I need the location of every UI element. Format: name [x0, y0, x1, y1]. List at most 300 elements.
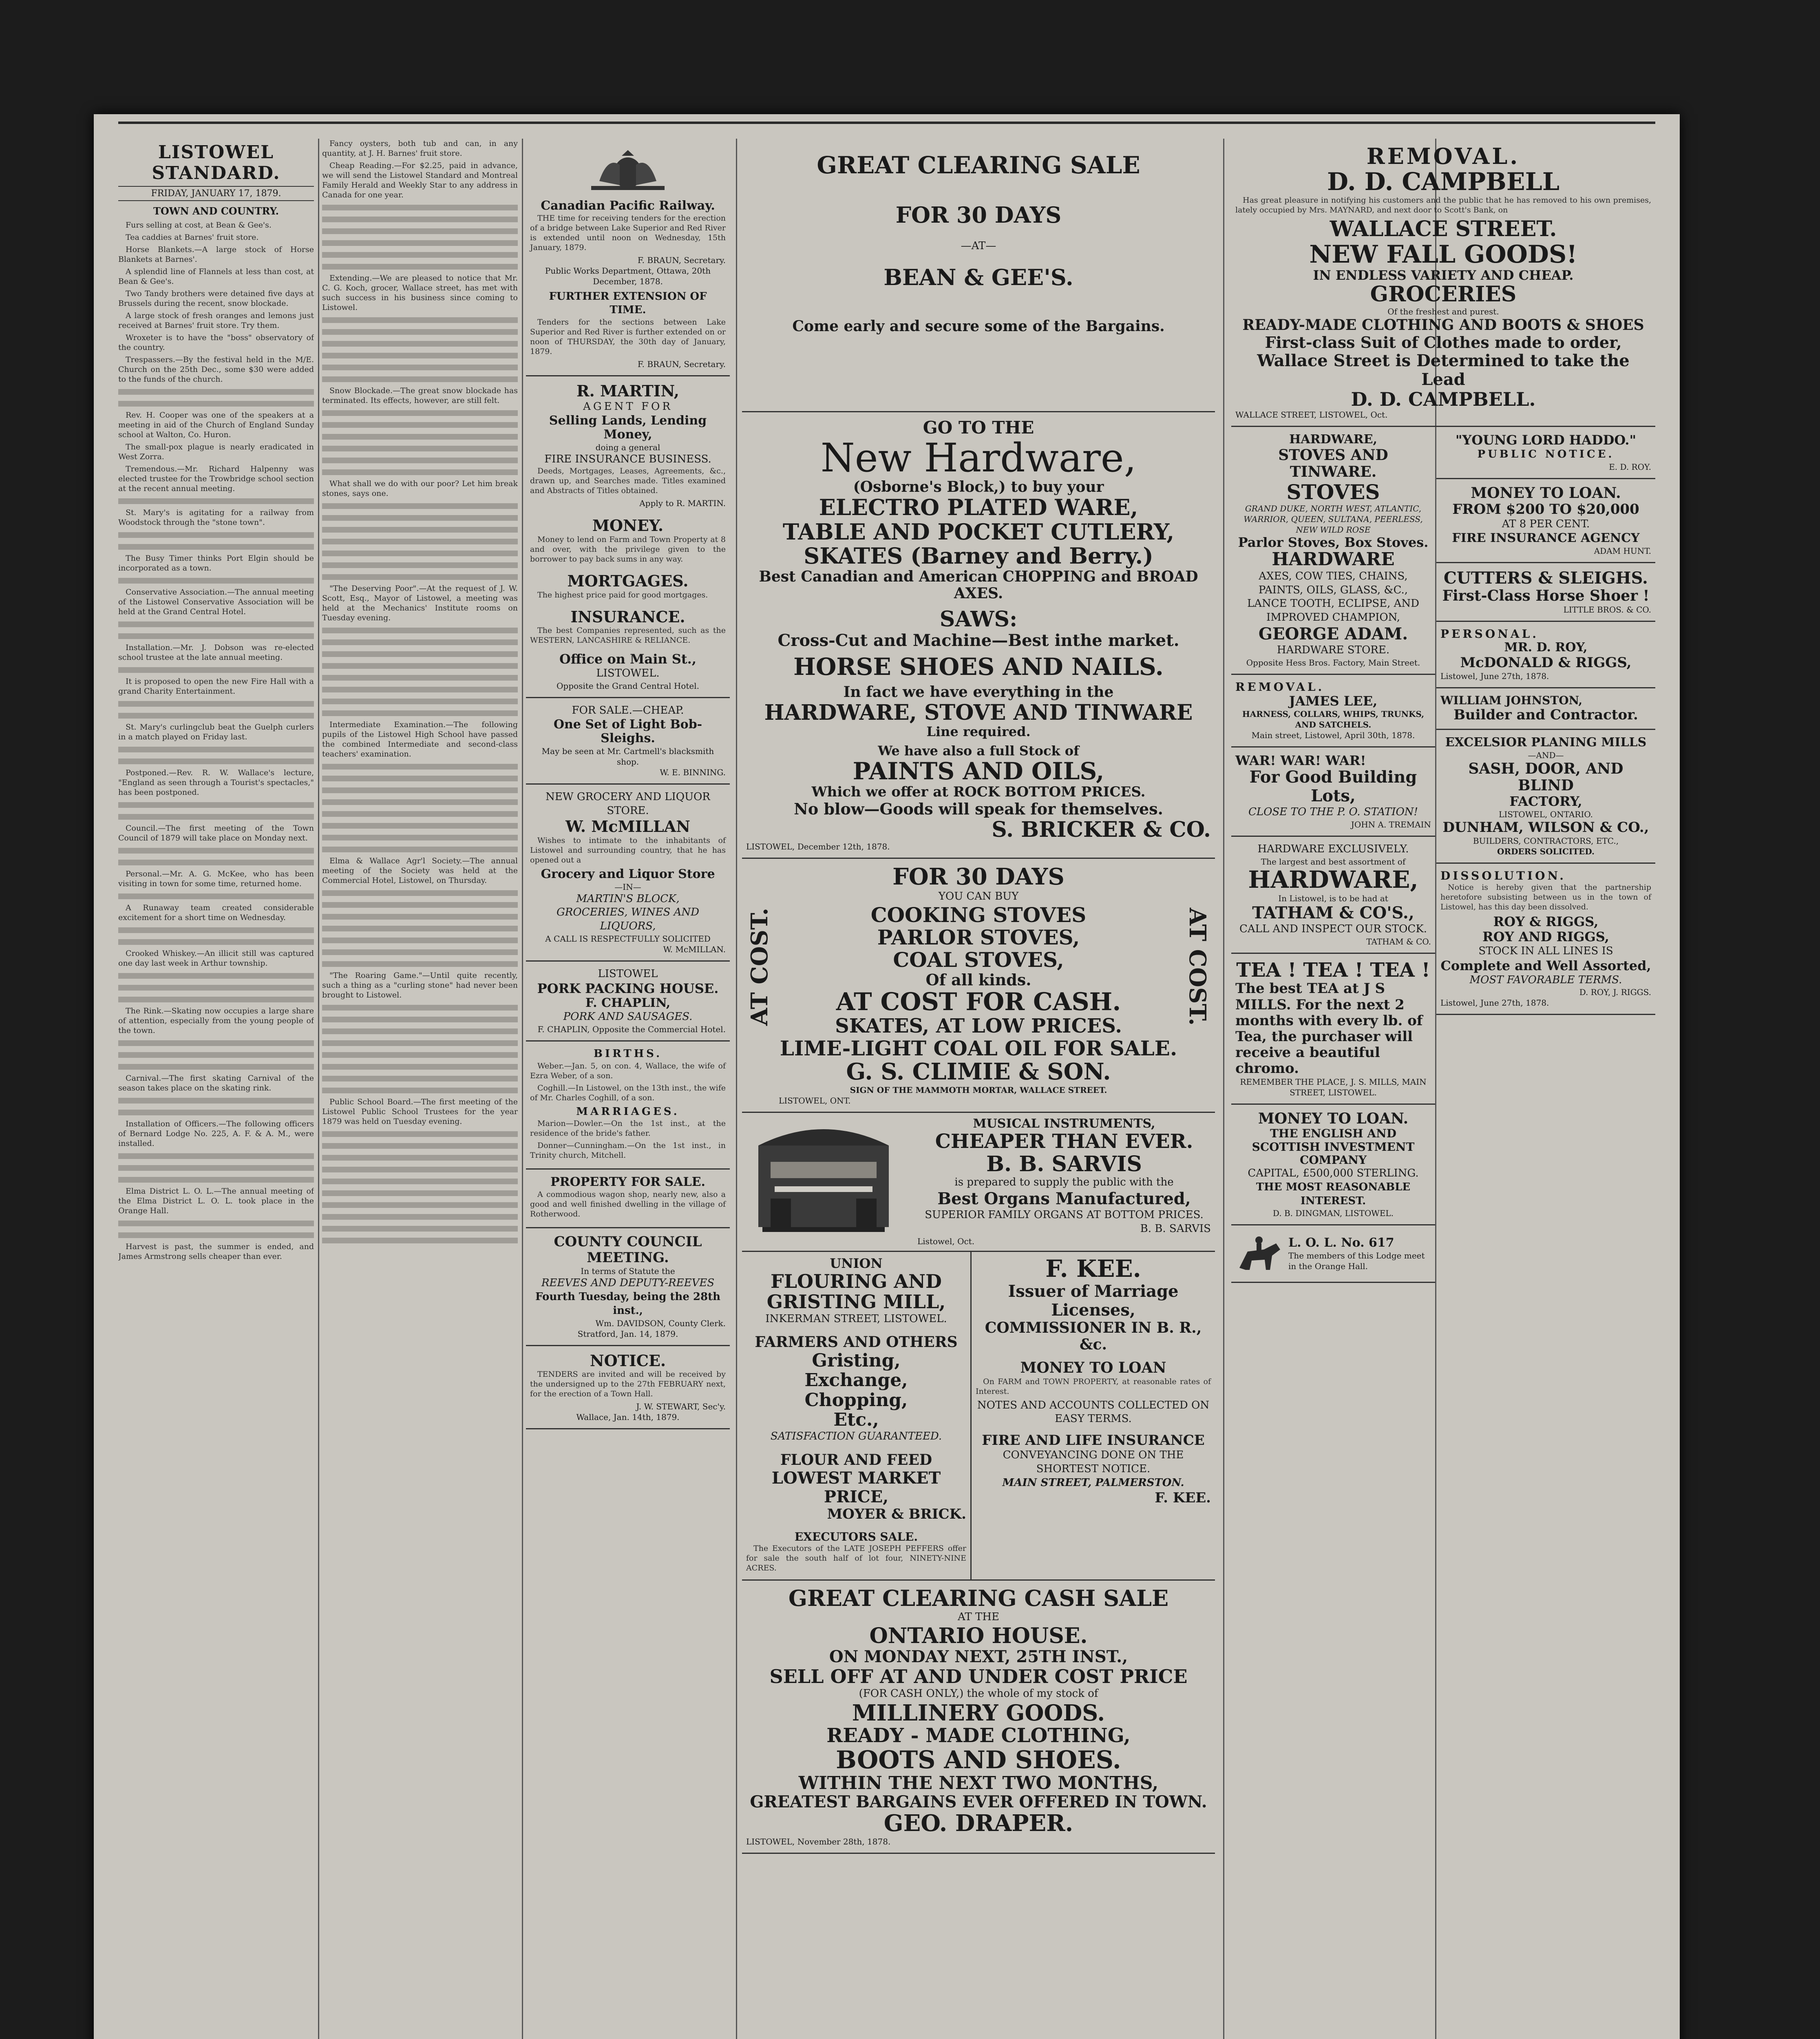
text-line [118, 925, 314, 935]
martin-role: AGENT FOR [583, 400, 673, 413]
tatham-hardware-ad [1231, 837, 1435, 953]
text-line [322, 1014, 518, 1024]
text-line [322, 362, 518, 372]
column-local-news-continued [322, 139, 518, 2039]
cpr-office: Public Works Department, Ottawa, 20th December, 1878. [545, 265, 711, 286]
war-sub: CLOSE TO THE P. O. STATION! [1248, 806, 1418, 818]
news-item: Installation of Officers.—The following officers of Bernard Lodge No. 225, A. F. & A. M., were installed. [118, 1119, 314, 1148]
martin-ad [526, 376, 730, 698]
music-title: MUSICAL INSTRUMENTS, [973, 1116, 1155, 1131]
bricker-date: LISTOWEL, December 12th, 1878. [746, 842, 890, 852]
text-line [322, 637, 518, 647]
text-line [118, 1218, 314, 1228]
issue-date: FRIDAY, JANUARY 17, 1879. [118, 186, 314, 201]
notice-body: TENDERS are invited and will be received by the undersigned up to the 27th FEBRUARY next, for the erection of a Town Hall. [530, 1370, 726, 1399]
text-line [322, 431, 518, 441]
text-line [322, 1141, 518, 1150]
personal-mcd: McDONALD & RIGGS, [1460, 654, 1632, 671]
hardware-line5: HARDWARE, STOVE AND TINWARE [764, 700, 1193, 725]
text-line [322, 696, 518, 706]
music-superior: SUPERIOR FAMILY ORGANS AT BOTTOM PRICES. [925, 1209, 1204, 1221]
text-line [118, 756, 314, 766]
hunt-rate: AT 8 PER CENT. [1502, 518, 1590, 531]
news-item: A Runaway team created considerable excitement for a short time on Wednesday. [118, 903, 314, 922]
lee-place: Main street, Listowel, April 30th, 1878. [1251, 730, 1415, 740]
text-line [322, 1050, 518, 1059]
text-line [322, 785, 518, 795]
text-line [118, 994, 314, 1004]
council-ad [526, 1228, 730, 1346]
excelsior-mills-ad [1436, 730, 1655, 864]
union-chop: Chopping, [804, 1389, 908, 1411]
money-heading: MONEY. [592, 516, 664, 535]
text-line [322, 524, 518, 534]
organ-engraving [742, 1113, 913, 1251]
bricker-hardware-ad [742, 412, 1215, 859]
pork-goods: PORK AND SAUSAGES. [563, 1011, 693, 1023]
excelsior-sash: SASH, DOOR, AND BLIND [1468, 760, 1623, 794]
lol-notice [1231, 1225, 1435, 1283]
music-cheap: CHEAPER THAN EVER. [935, 1130, 1193, 1153]
tatham-call: CALL AND INSPECT OUR STOCK. [1239, 922, 1427, 935]
cashsale-sell: SELL OFF AT AND UNDER COST PRICE [769, 1665, 1188, 1688]
union-grist: Gristing, [812, 1350, 901, 1371]
sale-at: —AT— [961, 240, 996, 252]
insurance-heading: INSURANCE. [570, 607, 685, 626]
union-title: FLOURING AND GRISTING MILL, [766, 1270, 946, 1313]
text-line [322, 1026, 518, 1036]
column-divider [1223, 139, 1224, 2039]
news-item: Wroxeter is to have the "boss" observatory of the country. [118, 333, 314, 352]
text-line [322, 338, 518, 348]
adam-parlor: Parlor Stoves, Box Stoves. [1238, 534, 1429, 550]
sleighs-sign: W. E. BINNING. [660, 767, 726, 777]
cpr-title: Canadian Pacific Railway. [541, 199, 715, 213]
text-line [322, 1164, 518, 1174]
cashsale-boots: BOOTS AND SHOES. [836, 1745, 1121, 1774]
text-line [118, 665, 314, 675]
johnston-name: WILLIAM JOHNSTON, [1440, 693, 1583, 707]
council-reeves: REEVES AND DEPUTY-REEVES [541, 1277, 715, 1289]
executors-title: EXECUTORS SALE. [794, 1530, 918, 1544]
news-item: Intermediate Examination.—The following pupils of the Listowel High School have passed the combined Intermediate and second-class teachers' examination. [322, 720, 518, 759]
text-line [322, 672, 518, 682]
text-line [322, 250, 518, 259]
music-ad [913, 1113, 1215, 1251]
music-best: Best Organs Manufactured, [937, 1189, 1191, 1209]
text-line [118, 1095, 314, 1105]
organ-icon [746, 1117, 901, 1235]
column-merchants [1231, 139, 1655, 2039]
marriage-item: Marion—Dowler.—On the 1st inst., at the residence of the bride's father. [530, 1119, 726, 1138]
dissolution-date: Listowel, June 27th, 1878. [1440, 998, 1549, 1008]
stoves-c: COAL STOVES, [893, 947, 1064, 972]
removal-groceries: GROCERIES [1370, 282, 1517, 307]
text-line [322, 1038, 518, 1048]
kee-main: MAIN STREET, PALMERSTON. [1002, 1476, 1184, 1489]
climie-sig: SIGN OF THE MAMMOTH MORTAR, WALLACE STREET. [850, 1085, 1107, 1095]
excelsior-place: LISTOWEL, ONTARIO. [1499, 809, 1593, 820]
climie-stoves-ad [742, 859, 1215, 1112]
sleighs-title: FOR SALE.—CHEAP. [572, 704, 684, 717]
saws-heading: SAWS: [939, 607, 1018, 632]
text-line [322, 773, 518, 783]
text-line [118, 1038, 314, 1048]
text-line [322, 844, 518, 854]
text-line [118, 744, 314, 754]
music-kee-row [742, 1113, 1215, 1252]
news-item: Horse Blankets.—A large stock of Horse Blankets at Barnes'. [118, 245, 314, 264]
newspaper-page [94, 114, 1680, 2039]
text-line [118, 857, 314, 867]
news-item: Carnival.—The first skating Carnival of the season takes place on the skating rink. [118, 1074, 314, 1092]
cashsale-millinery: MILLINERY GOODS. [852, 1699, 1105, 1726]
mcmillan-body: Wishes to intimate to the inhabitants of Listowel and surrounding country, that he has opened out a [530, 836, 726, 865]
hardware-price: Which we offer at ROCK BOTTOM PRICES. [811, 784, 1146, 801]
dissolution-firm: ROY & RIGGS, [1493, 914, 1599, 930]
mcmillan-block: MARTIN'S BLOCK, [576, 892, 680, 905]
text-line [322, 374, 518, 384]
text-line [322, 350, 518, 360]
at-cost-side-right: AT COST. [1184, 908, 1211, 1026]
news-item: Postponed.—Rev. R. W. Wallace's lecture, "England as seen through a Tourist's spectacles," has been postponed. [118, 768, 314, 797]
text-line [118, 530, 314, 540]
lee-name: JAMES LEE, [1289, 693, 1378, 709]
top-rule [118, 122, 1655, 124]
stoves-a: COOKING STOVES [870, 902, 1087, 927]
paints-line: PAINTS AND OILS, [853, 757, 1104, 785]
text-line [322, 809, 518, 818]
excelsior-title: EXCELSIOR PLANING MILLS [1445, 735, 1647, 750]
stoves-duration: FOR 30 DAYS [892, 863, 1065, 891]
removal-fresh: Of the freshest and purest. [1387, 306, 1499, 316]
property-title: PROPERTY FOR SALE. [550, 1175, 705, 1190]
hardware-nobluff: No blow—Goods will speak for themselves. [794, 800, 1163, 818]
hunt-sign: ADAM HUNT. [1594, 546, 1651, 556]
kee-fire: FIRE AND LIFE INSURANCE [982, 1432, 1205, 1449]
text-line [322, 684, 518, 694]
text-line [118, 812, 314, 821]
moyer-brick-sign: MOYER & BRICK. [827, 1506, 966, 1522]
young-lord-haddo-ad [1436, 427, 1655, 479]
text-line [118, 845, 314, 855]
sale-duration: FOR 30 DAYS [895, 201, 1062, 228]
adam-sign: GEORGE ADAM. [1258, 624, 1408, 644]
kee-name: F. KEE. [1045, 1254, 1141, 1283]
column-advertisements [742, 139, 1215, 2039]
excelsior-firm: DUNHAM, WILSON & CO., [1442, 819, 1649, 836]
personal-title: PERSONAL. [1440, 627, 1539, 641]
cashsale-at: AT THE [958, 1611, 999, 1623]
property-ad [526, 1170, 730, 1228]
kee-ad [972, 1252, 1215, 1579]
news-item: Tremendous.—Mr. Richard Halpenny was elected trustee for the Trowbridge school section at the recent annual meeting. [118, 464, 314, 493]
tea-title: TEA ! TEA ! TEA ! [1236, 958, 1430, 982]
dissolution-firm2: ROY AND RIGGS, [1482, 929, 1609, 945]
haddo-title: "YOUNG LORD HADDO." [1455, 432, 1637, 448]
campbell-name: D. D. CAMPBELL [1327, 168, 1559, 197]
adam-axes: AXES, COW TIES, CHAINS, PAINTS, OILS, GLASS, &C., [1258, 570, 1408, 596]
kee-body: On FARM and TOWN PROPERTY, at reasonable rates of Interest. [976, 1377, 1211, 1396]
council-sign: Wm. DAVIDSON, County Clerk. [595, 1318, 726, 1328]
martin-sub: doing a general [595, 442, 660, 452]
column-notices [526, 139, 730, 2039]
text-line [322, 408, 518, 418]
tatham-big: HARDWARE, [1248, 866, 1418, 894]
news-item: "The Roaring Game."—Until quite recently, such a thing as a "curling stone" had never been brought to Listowel. [322, 971, 518, 1000]
text-line [322, 261, 518, 271]
text-line [118, 619, 314, 629]
text-line [322, 202, 518, 212]
text-line [322, 455, 518, 465]
text-line [118, 1062, 314, 1071]
martin-name: R. MARTIN, [576, 382, 680, 400]
notice-title: NOTICE. [590, 1351, 666, 1370]
news-item: Snow Blockade.—The great snow blockade has terminated. Its effects, however, are still felt. [322, 386, 518, 405]
sale-store: BEAN & GEE'S. [883, 264, 1073, 290]
goto-line: GO TO THE [923, 418, 1034, 438]
news-item: St. Mary's curlingclub beat the Guelph curlers in a match played on Friday last. [118, 723, 314, 741]
cashsale-bargains: GREATEST BARGAINS EVER OFFERED IN TOWN. [750, 1792, 1207, 1812]
news-item: It is proposed to open the new Fire Hall with a grand Charity Entertainment. [118, 677, 314, 696]
merchants-split [1231, 427, 1655, 1283]
text-line [322, 1200, 518, 1210]
column-divider [736, 139, 737, 2039]
text-line [322, 935, 518, 945]
executors-body: The Executors of the LATE JOSEPH PEFFERS offer for sale the south half of lot four, NINETY-NINE ACRES. [746, 1544, 966, 1572]
cashsale-title: GREAT CLEARING CASH SALE [788, 1585, 1169, 1611]
birth-item: Coghill.—In Listowel, on the 13th inst., the wife of Mr. Charles Coghill, of a son. [530, 1083, 726, 1102]
hardware-line2: TABLE AND POCKET CUTLERY, [782, 518, 1175, 545]
text-line [118, 699, 314, 708]
draper-sale-ad [742, 1581, 1215, 1854]
adam-h1: HARDWARE, [1289, 432, 1377, 447]
kee-notes: NOTES AND ACCOUNTS COLLECTED ON EASY TERMS. [977, 1399, 1210, 1425]
removal-ready: READY-MADE CLOTHING AND BOOTS & SHOES [1242, 316, 1644, 334]
hardware-line3: SKATES (Barney and Berry.) [804, 543, 1153, 569]
cpr-extension-sign: F. BRAUN, Secretary. [637, 359, 726, 369]
removal-newfall: NEW FALL GOODS! [1309, 240, 1577, 269]
dissolution-title: DISSOLUTION. [1440, 869, 1566, 883]
haddo-sign: E. D. ROY. [1609, 462, 1651, 472]
text-line [322, 315, 518, 325]
news-item: Public School Board.—The first meeting of the Listowel Public School Trustees for the year 1879 was held on Tuesday evening. [322, 1097, 518, 1126]
news-item: A splendid line of Flannels at less than cost, at Bean & Gee's. [118, 267, 314, 286]
little-bros-ad [1436, 563, 1655, 622]
news-item: Elma & Wallace Agr'l Society.—The annual meeting of the Society was held at the Commercial Hotel, Listowel, on Thursday. [322, 856, 518, 885]
council-title: COUNTY COUNCIL MEETING. [554, 1233, 702, 1266]
text-line [118, 631, 314, 641]
hunt-loan-ad [1436, 479, 1655, 563]
text-line [118, 710, 314, 720]
text-line [322, 959, 518, 969]
text-line [322, 572, 518, 582]
birth-item: Weber.—Jan. 5, on con. 4, Wallace, the wife of Ezra Weber, of a son. [530, 1061, 726, 1080]
text-line [322, 501, 518, 511]
news-item: Tea caddies at Barnes' fruit store. [126, 233, 259, 242]
text-line [322, 467, 518, 477]
new-hardware-title: New Hardware, [820, 435, 1137, 481]
sleighs-big: One Set of Light Bob-Sleighs. [553, 717, 702, 746]
mortgages-heading: MORTGAGES. [567, 572, 689, 590]
dissolution-sign: D. ROY, J. RIGGS. [1579, 987, 1651, 997]
news-item: Personal.—Mr. A. G. McKee, who has been visiting in town for some time, returned home. [118, 869, 314, 888]
draper-place: LISTOWEL, November 28th, 1878. [746, 1836, 891, 1847]
kee-comm: COMMISSIONER IN B. R., &c. [985, 1319, 1202, 1353]
news-item: "The Deserving Poor".—At the request of J. W. Scott, Esq., Mayor of Listowel, a meeting was held at the Mechanics' Institute rooms on Tuesday evening. [322, 584, 518, 622]
union-ex: Exchange, [804, 1370, 908, 1391]
kee-conv: CONVEYANCING DONE ON THE SHORTEST NOTICE. [1003, 1449, 1184, 1475]
sale-tag: Come early and secure some of the Bargains. [792, 318, 1165, 335]
music-body: is prepared to supply the public with the [954, 1176, 1174, 1189]
dingman-cap: CAPITAL, £500,000 STERLING. [1248, 1167, 1419, 1179]
text-line [322, 1212, 518, 1221]
text-line [322, 214, 518, 224]
adam-place: Opposite Hess Bros. Factory, Main Street. [1246, 657, 1420, 668]
mcmillan-call: A CALL IS RESPECTFULLY SOLICITED [545, 934, 711, 944]
pork-ad [526, 962, 730, 1042]
dingman-sign: D. B. DINGMAN, LISTOWEL. [1272, 1208, 1394, 1219]
text-line [322, 1188, 518, 1198]
adam-hardware-ad [1231, 427, 1435, 675]
removal-endless: IN ENDLESS VARIETY AND CHEAP. [1313, 267, 1574, 283]
cutters-sign: LITTLE BROS. & CO. [1563, 605, 1651, 615]
cashsale-date: ON MONDAY NEXT, 25TH INST., [829, 1647, 1128, 1667]
removal-first: First-class Suit of Clothes made to order, [1265, 333, 1622, 352]
hardware-sub: (Osborne's Block,) to buy your [853, 478, 1104, 496]
section-heading: TOWN AND COUNTRY. [153, 205, 279, 217]
text-line [118, 496, 314, 506]
pork-title: PORK PACKING HOUSE. [537, 980, 719, 996]
text-line [322, 923, 518, 933]
news-item: Fancy oysters, both tub and can, in any quantity, at J. H. Barnes' fruit store. [322, 139, 518, 158]
mills-tea-ad [1231, 954, 1435, 1105]
dingman-loan-ad [1231, 1105, 1435, 1225]
text-line [118, 387, 314, 396]
music-place: Listowel, Oct. [917, 1236, 975, 1246]
mcmillan-ad [526, 785, 730, 962]
news-item: The Rink.—Skating now occupies a large share of attention, especially from the young people of the town. [118, 1006, 314, 1035]
text-line [118, 971, 314, 980]
royal-crest-icon [583, 148, 673, 193]
hardware-line4: Best Canadian and American CHOPPING and BROAD AXES. [759, 568, 1198, 602]
dissolution-terms: MOST FAVORABLE TERMS. [1469, 973, 1622, 986]
news-item: The small-pox plague is nearly eradicated in West Zorra. [118, 442, 314, 461]
text-line [322, 238, 518, 248]
text-line [118, 1151, 314, 1161]
horse-shoes-line: HORSE SHOES AND NAILS. [793, 652, 1164, 681]
war-title: WAR! WAR! WAR! [1235, 752, 1366, 768]
mcmillan-goods: GROCERIES, WINES AND LIQUORS, [557, 906, 699, 933]
union-head: UNION [830, 1255, 883, 1271]
cpr-notice [526, 139, 730, 376]
personal-notice [1436, 622, 1655, 688]
text-line [322, 708, 518, 718]
tatham-sub: The largest and best assortment of [1261, 857, 1406, 867]
union-lowest: LOWEST MARKET PRICE, [771, 1468, 941, 1506]
text-line [118, 398, 314, 408]
hunt-range: FROM $200 TO $20,000 [1452, 501, 1639, 518]
text-line [322, 911, 518, 921]
campbell-sign: D. D. CAMPBELL. [1351, 388, 1536, 410]
text-line [322, 420, 518, 429]
martin-office-town: LISTOWEL. [596, 667, 660, 680]
news-item: Harvest is past, the summer is ended, and James Armstrong sells cheaper than ever. [118, 1242, 314, 1261]
kee-money: MONEY TO LOAN [1020, 1359, 1166, 1377]
johnston-role: Builder and Contractor. [1453, 706, 1638, 723]
text-line [118, 542, 314, 551]
tatham-name: TATHAM & CO'S., [1252, 903, 1414, 922]
text-line [118, 1107, 314, 1117]
lee-removal-ad [1231, 675, 1435, 747]
kee-issuer: Issuer of Marriage Licenses, [1008, 1281, 1179, 1320]
excelsior-builders: BUILDERS, CONTRACTORS, ETC., [1473, 836, 1619, 846]
climie-place: LISTOWEL, ONT. [779, 1095, 851, 1106]
tatham-sign: TATHAM & CO. [1366, 936, 1431, 947]
news-item: Rev. H. Cooper was one of the speakers at a meeting in aid of the Church of England Sunday school at Walton, Co. Huron. [118, 411, 314, 439]
text-line [322, 820, 518, 830]
text-line [118, 1230, 314, 1240]
stoves-you: YOU CAN BUY [938, 890, 1019, 902]
tatham-in: In Listowel, is to be had at [1278, 893, 1388, 903]
adam-stove-names: GRAND DUKE, NORTH WEST, ATLANTIC, WARRIOR, QUEEN, SULTANA, PEERLESS, NEW WILD ROSE [1244, 503, 1423, 535]
lol-title: L. O. L. No. 617 [1288, 1236, 1394, 1250]
notice-sign: J. W. STEWART, Sec'y. [636, 1402, 726, 1412]
martin-tag: Selling Lands, Lending Money, [549, 413, 707, 442]
text-line [118, 1174, 314, 1184]
union-loc: INKERMAN STREET, LISTOWEL. [765, 1312, 947, 1325]
tremain-sign: JOHN A. TREMAIN [1351, 820, 1431, 830]
money-body: Money to lend on Farm and Town Property at 8 and over, with the privilege given to the borrower to pay back sums in any way. [530, 535, 726, 564]
sarvis-name: B. B. SARVIS [986, 1152, 1142, 1177]
text-line [322, 661, 518, 670]
cashsale-within: WITHIN THE NEXT TWO MONTHS, [798, 1772, 1159, 1794]
news-item: Trespassers.—By the festival held in the M/E. Church on the 25th Dec., some $30 were added to the funds of the church. [118, 355, 314, 384]
text-line [118, 891, 314, 901]
mortgages-body: The highest price paid for good mortgages. [537, 590, 708, 599]
climie-sign: G. S. CLIMIE & SON. [846, 1058, 1111, 1086]
text-line [118, 937, 314, 947]
stoves-cash: AT COST FOR CASH. [836, 988, 1121, 1017]
text-line [322, 1152, 518, 1162]
lol-body: The members of this Lodge meet in the Orange Hall. [1288, 1250, 1425, 1271]
personal-date: Listowel, June 27th, 1878. [1440, 671, 1549, 681]
text-line [118, 800, 314, 809]
property-body: A commodious wagon shop, nearly new, also a good and well finished dwelling in the village of Rotherwood. [530, 1190, 726, 1219]
campbell-removal-ad [1231, 139, 1655, 427]
mcmillan-in: —IN— [614, 882, 641, 892]
lee-body: HARNESS, COLLARS, WHIPS, TRUNKS, AND SATCHELS. [1242, 709, 1425, 730]
text-line [322, 947, 518, 957]
cashsale-cash: (FOR CASH ONLY,) the whole of my stock of [859, 1687, 1098, 1700]
mcmillan-sign: W. McMILLAN. [663, 944, 726, 954]
council-place: Stratford, Jan. 14, 1879. [577, 1329, 678, 1339]
text-line [118, 1163, 314, 1172]
martin-body: Deeds, Mortgages, Leases, Agreements, &c., drawn up, and Searches made. Titles examined and Abstracts of Titles obtained. [530, 467, 726, 495]
text-line [322, 1002, 518, 1012]
marriage-item: Donner—Cunningham.—On the 1st inst., in Trinity church, Mitchell. [530, 1141, 726, 1160]
text-line [322, 226, 518, 236]
war-body: For Good Building Lots, [1249, 767, 1417, 806]
hardware-stock: We have also a full Stock of [878, 743, 1079, 759]
removal-title: REMOVAL. [1366, 143, 1520, 169]
mcmillan-head: NEW GROCERY AND LIQUOR STORE. [546, 790, 710, 817]
adam-h2: STOVES AND TINWARE. [1278, 446, 1388, 481]
news-item: Council.—The first meeting of the Town Council of 1879 will take place on Monday next. [118, 824, 314, 843]
insurance-body: The best Companies represented, such as the WESTERN, LANCASHIRE & RELIANCE. [530, 626, 726, 645]
stoves-b: PARLOR STOVES, [877, 925, 1080, 949]
text-line [322, 1073, 518, 1083]
